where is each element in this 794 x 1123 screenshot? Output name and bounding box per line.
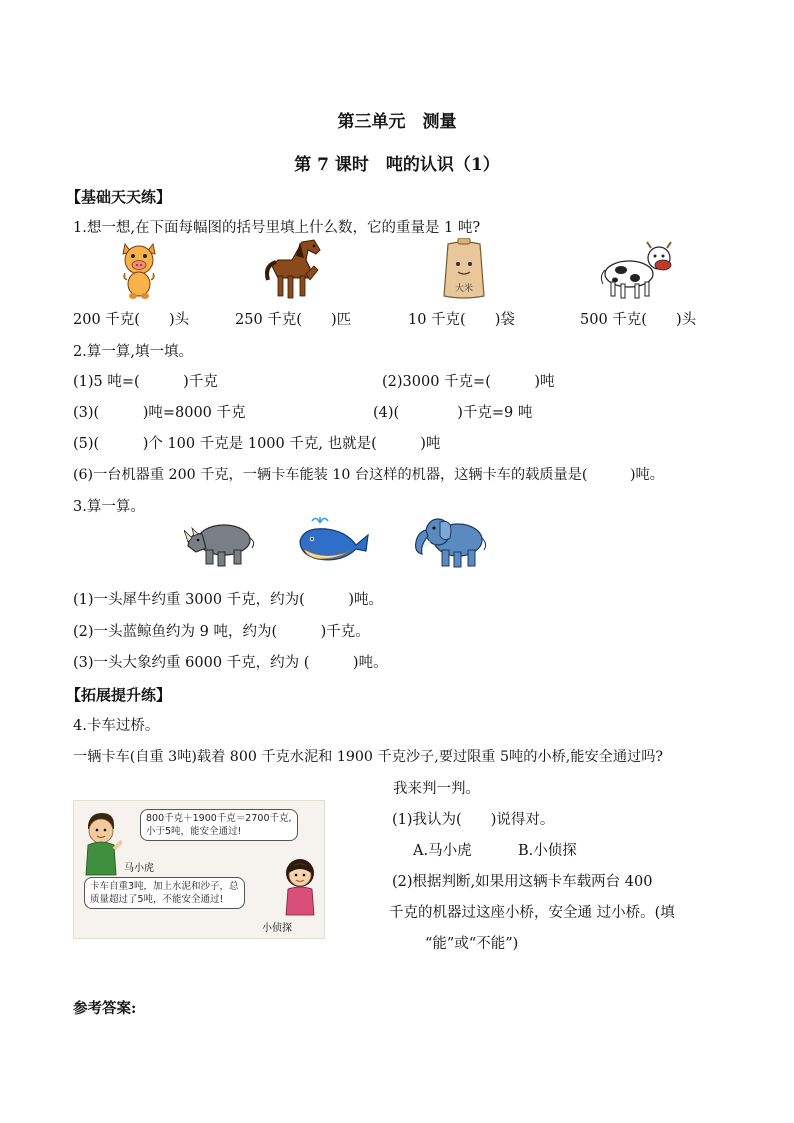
lesson-title: 第 7 课时 吨的认识（1）: [294, 155, 500, 175]
speech-bubble-boy: [140, 809, 298, 841]
q4-option-a: A.马小虎: [413, 843, 472, 859]
pig-icon: [117, 238, 161, 300]
q4-sub2-line2: 千克的机器过这座小桥，安全通 过小桥。(填: [389, 905, 675, 921]
q2-prompt: 2.算一算,填一填。: [73, 344, 193, 360]
section-extend-title: 【拓展提升练】: [66, 686, 172, 704]
rice-bag-icon: [440, 238, 488, 302]
bubble-boy-line-2: 小于5吨，能安全通过!: [146, 826, 242, 837]
q4-option-b: B.小侦探: [518, 843, 577, 859]
q4-illustration: [73, 800, 325, 939]
answers-title: 参考答案:: [73, 1000, 137, 1017]
q2-line-1: (1)5 吨=( )千克: [73, 374, 218, 390]
whale-icon: [294, 513, 372, 569]
girl-name-label: 小侦探: [262, 923, 292, 934]
q1-item-rice: 10 千克( )袋: [408, 312, 515, 328]
q4-judge: 我来判一判。: [393, 781, 480, 797]
q4-statement: 一辆卡车(自重 3吨)载着 800 千克水泥和 1900 千克沙子,要过限重 5吨的小桥,能安全通过吗?: [73, 749, 663, 765]
q1-item-pig: 200 千克( )头: [73, 312, 190, 328]
q1-item-horse: 250 千克( )匹: [235, 312, 352, 328]
q1-item-cow: 500 千克( )头: [580, 312, 697, 328]
q4-sub2-line3: “能”或“不能”): [425, 936, 519, 952]
q3-line-2: (2)一头蓝鲸鱼约为 9 吨，约为( )千克。: [73, 624, 370, 640]
q2-line-3: (3)( )吨=8000 千克: [73, 405, 246, 421]
q2-line-5: (5)( )个 100 千克是 1000 千克, 也就是( )吨: [73, 436, 441, 452]
q3-line-1: (1)一头犀牛约重 3000 千克，约为( )吨。: [73, 592, 383, 608]
speech-bubble-girl: [84, 877, 245, 909]
q1-prompt: 1.想一想,在下面每幅图的括号里填上什么数，它的重量是 1 吨?: [73, 220, 481, 236]
bubble-boy-line-1: 800千克＋1900千克＝2700千克,: [146, 813, 292, 824]
cow-icon: [597, 238, 675, 300]
q4-prompt: 4.卡车过桥。: [73, 718, 160, 734]
section-basic-title: 【基础天天练】: [66, 188, 172, 206]
q4-sub1: (1)我认为( )说得对。: [392, 812, 555, 828]
q3-prompt: 3.算一算。: [73, 499, 145, 515]
boy-name-label: 马小虎: [124, 863, 154, 874]
bubble-girl-line-1: 卡车自重3吨，加上水泥和沙子，总: [90, 881, 239, 892]
elephant-icon: [410, 512, 490, 570]
q2-line-4: (4)( )千克=9 吨: [373, 405, 533, 421]
q2-line-2: (2)3000 千克=( )吨: [382, 374, 555, 390]
q3-line-3: (3)一头大象约重 6000 千克，约为 ( )吨。: [73, 655, 388, 671]
rice-bag-label: 大米: [454, 284, 474, 294]
bubble-girl-line-2: 质量超过了5吨，不能安全通过!: [90, 894, 224, 905]
rhino-icon: [184, 512, 256, 568]
horse-icon: [262, 236, 324, 302]
girl-icon: [280, 855, 320, 917]
boy-icon: [80, 811, 122, 877]
q4-sub2-line1: (2)根据判断,如果用这辆卡车载两台 400: [392, 874, 653, 890]
q2-line-6: (6)一台机器重 200 千克，一辆卡车能装 10 台这样的机器，这辆卡车的载质量是( )吨。: [73, 467, 664, 483]
unit-title: 第三单元 测量: [337, 112, 457, 132]
